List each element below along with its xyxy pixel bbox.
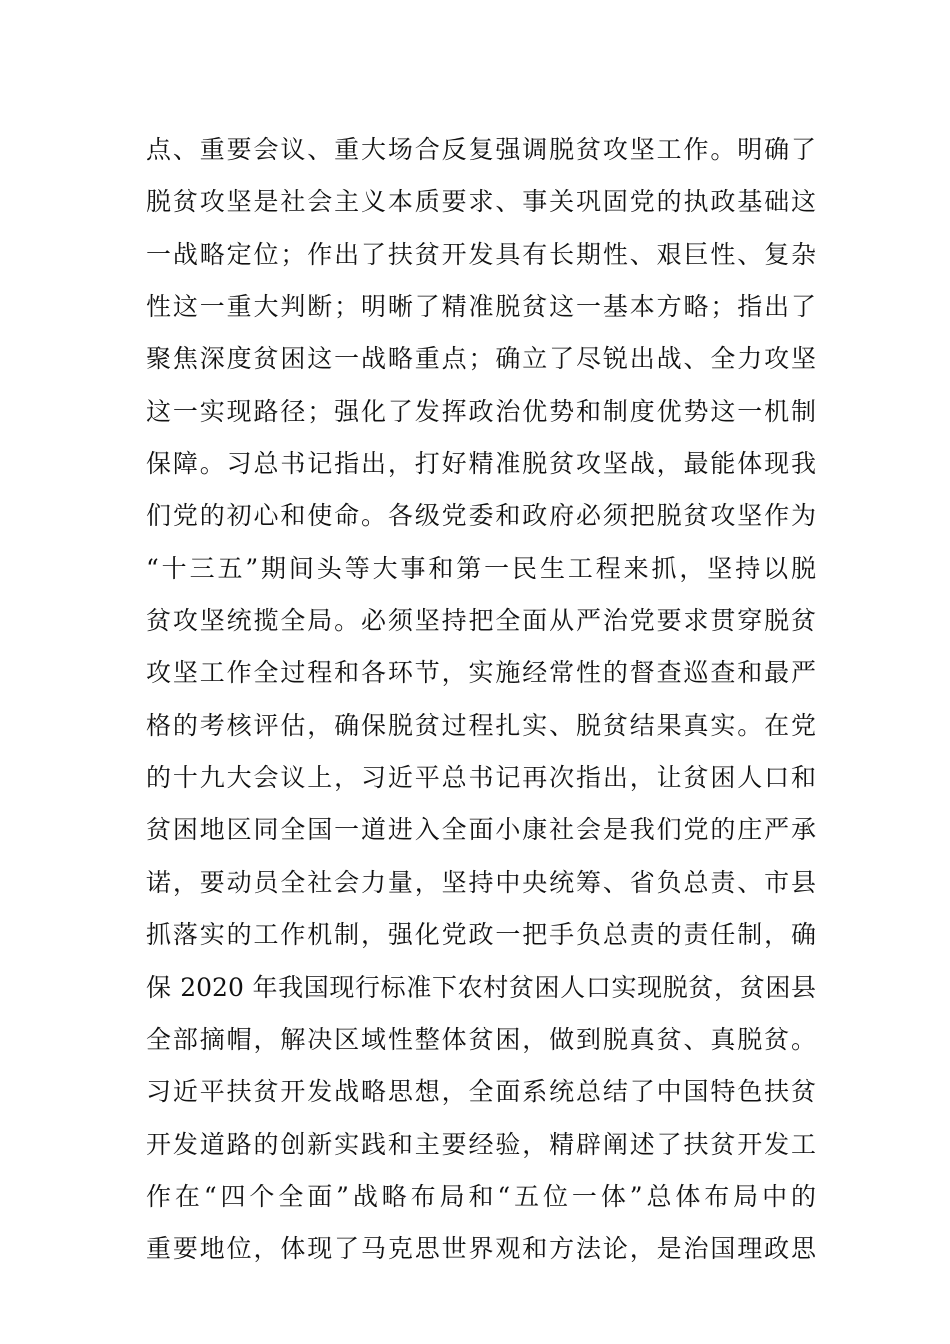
- text-line: 重要地位，体现了马克思世界观和方法论，是治国理政思: [146, 1234, 816, 1264]
- text-line: “十三五”期间头等大事和第一民生工程来抓，坚持以脱: [146, 553, 816, 583]
- text-line: 诺，要动员全社会力量，坚持中央统筹、省负总责、市县: [146, 867, 816, 897]
- text-line: 贫攻坚统揽全局。必须坚持把全面从严治党要求贯穿脱贫: [146, 606, 816, 636]
- body-text: [146, 124, 816, 1276]
- text-line: 习近平扶贫开发战略思想，全面系统总结了中国特色扶贫: [146, 1077, 816, 1107]
- text-line: 保 2020 年我国现行标准下农村贫困人口实现脱贫，贫困县: [146, 972, 816, 1002]
- text-line: 开发道路的创新实践和主要经验，精辟阐述了扶贫开发工: [146, 1129, 816, 1159]
- text-line: 这一实现路径；强化了发挥政治优势和制度优势这一机制: [146, 396, 816, 426]
- text-line: 作在“四个全面”战略布局和“五位一体”总体布局中的: [146, 1181, 816, 1211]
- text-line: 一战略定位；作出了扶贫开发具有长期性、艰巨性、复杂: [146, 239, 816, 269]
- text-line: 全部摘帽，解决区域性整体贫困，做到脱真贫、真脱贫。: [146, 1024, 816, 1054]
- text-line: 攻坚工作全过程和各环节，实施经常性的督查巡查和最严: [146, 658, 816, 688]
- text-line: 抓落实的工作机制，强化党政一把手负总责的责任制，确: [146, 920, 816, 950]
- text-line: 聚焦深度贫困这一战略重点；确立了尽锐出战、全力攻坚: [146, 344, 816, 374]
- text-line: 贫困地区同全国一道进入全面小康社会是我们党的庄严承: [146, 815, 816, 845]
- text-line: 点、重要会议、重大场合反复强调脱贫攻坚工作。明确了: [146, 135, 816, 164]
- text-line: 的十九大会议上，习近平总书记再次指出，让贫困人口和: [146, 763, 816, 793]
- text-line: 保障。习总书记指出，打好精准脱贫攻坚战，最能体现我: [146, 449, 816, 479]
- text-line: 格的考核评估，确保脱贫过程扎实、脱贫结果真实。在党: [146, 710, 816, 740]
- text-line: 性这一重大判断；明晰了精准脱贫这一基本方略；指出了: [146, 292, 816, 322]
- text-line: 们党的初心和使命。各级党委和政府必须把脱贫攻坚作为: [146, 501, 816, 531]
- text-line: 脱贫攻坚是社会主义本质要求、事关巩固党的执政基础这: [146, 187, 816, 217]
